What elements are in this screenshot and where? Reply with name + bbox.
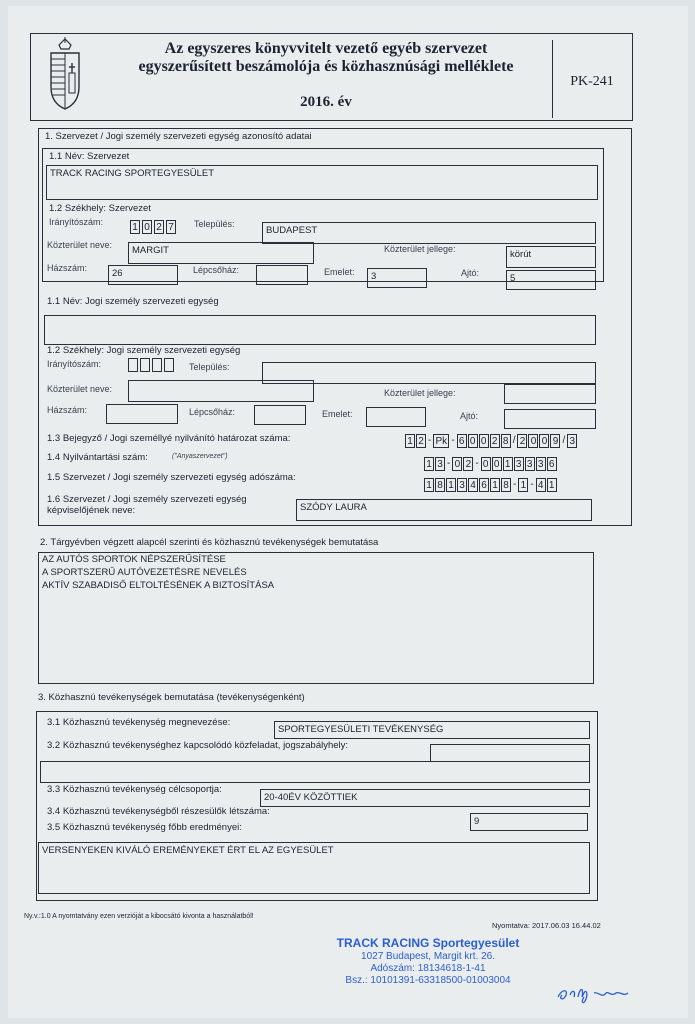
registry-digit: 1 — [503, 457, 513, 471]
registry-digit: 0 — [481, 457, 491, 471]
target-group-field[interactable]: 20-40ÉV KÖZÖTTIEK — [260, 789, 590, 807]
section-1-title: 1. Szervezet / Jogi személy szervezeti egység azonosító adatai — [45, 131, 312, 142]
tax-digit: 6 — [479, 478, 489, 492]
tax-digit: 4 — [536, 478, 546, 492]
section-3-3-label: 3.3 Közhasznú tevékenység célcsoportja: — [47, 784, 222, 795]
registry-digit: 6 — [547, 457, 557, 471]
decision-digit: 0 — [479, 434, 489, 448]
decision-digit: 0 — [468, 434, 478, 448]
stamp-bank: Bsz.: 10101391-63318500-01003004 — [345, 975, 511, 986]
registry-digit: 0 — [452, 457, 462, 471]
unit-name-field[interactable] — [44, 315, 596, 345]
tax-digit: 1 — [446, 478, 456, 492]
stair2-field[interactable] — [254, 405, 306, 425]
decision-digit: 2 — [416, 434, 426, 448]
activity-name-field[interactable]: SPORTEGYESÜLETI TEVÉKENYSÉG — [274, 721, 590, 739]
tax-digit: 8 — [501, 478, 511, 492]
public-task-short-field[interactable] — [430, 744, 590, 762]
section-1-1-label: 1.1 Név: Szervezet — [49, 151, 130, 162]
zip-digit: 0 — [142, 220, 152, 234]
tax-digit: 1 — [547, 478, 557, 492]
decision-digit: 1 — [405, 434, 415, 448]
section-3-4-label: 3.4 Közhasznú tevékenységből részesülők létszáma: — [47, 806, 270, 817]
registry-digit: 3 — [514, 457, 524, 471]
street-label: Közterület neve: — [47, 240, 113, 250]
house-label: Házszám: — [47, 263, 88, 273]
tax-digit: 8 — [435, 478, 445, 492]
activity-line: AKTÍV SZABADISŐ ELTOLTÉSÉNEK A BIZTOSÍTÁSA — [42, 580, 275, 591]
section-1-2-label: 1.2 Székhely: Szervezet — [49, 203, 151, 214]
registry-digit: 0 — [492, 457, 502, 471]
registry-digit: 3 — [525, 457, 535, 471]
decision-digit: 0 — [528, 434, 538, 448]
stamp-tax: Adószám: 18134618-1-41 — [370, 963, 486, 974]
results-field[interactable]: VERSENYEKEN KIVÁLÓ EREMÉNYEKET ÉRT EL AZ EGYESÜLET — [38, 842, 590, 894]
stair-label: Lépcsőház: — [193, 265, 240, 275]
section-1-3-label: 1.3 Bejegyző / Jogi személlyé nyilvánító határozat száma: — [47, 433, 291, 444]
decision-number[interactable]: 1 2 - Pk - 6 0 0 2 8 / 2 0 0 9 / 3 — [405, 434, 577, 448]
door2-field[interactable] — [504, 409, 596, 429]
print-timestamp: Nyomtatva: 2017.06.03 16.44.02 — [492, 921, 601, 930]
city-field[interactable]: BUDAPEST — [262, 222, 596, 244]
header-title-line1: Az egyszeres könyvvitelt vezető egyéb szervezet — [164, 40, 488, 57]
stamp-address: 1027 Budapest, Margit krt. 26. — [361, 951, 495, 962]
street2-label: Közterület neve: — [47, 384, 113, 394]
registry-digit: 3 — [536, 457, 546, 471]
street-type2-label: Közterület jellege: — [384, 388, 456, 398]
zip-digits[interactable] — [130, 220, 176, 234]
floor-field[interactable]: 3 — [367, 268, 427, 288]
representative-field[interactable]: SZÓDY LAURA — [296, 499, 592, 521]
registry-number[interactable]: 1 3 - 0 2 - 0 0 1 3 3 3 6 — [424, 457, 557, 471]
decision-digit: 0 — [539, 434, 549, 448]
section-1-1b-label: 1.1 Név: Jogi személy szervezeti egység — [47, 296, 219, 307]
version-note: Ny.v.:1.0 A nyomtatvány ezen verzióját a kibocsátó kivonta a használatból! — [24, 913, 254, 920]
zip2-digit — [140, 358, 150, 372]
tax-digit: 1 — [518, 478, 528, 492]
header-year: 2016. év — [300, 94, 352, 110]
activity-line: A SPORTSZERŰ AUTÓVEZETÉSRE NEVELÉS — [42, 567, 247, 578]
form-code: PK-241 — [570, 74, 614, 89]
participants-field[interactable]: 9 — [470, 813, 588, 831]
street-type-label: Közterület jellege: — [384, 244, 456, 254]
street-type2-field[interactable] — [504, 384, 596, 404]
tax-number[interactable]: 1 8 1 3 4 6 1 8 - 1 - 4 1 — [424, 478, 557, 492]
section-3-2-label: 3.2 Közhasznú tevékenységhez kapcsolódó közfeladat, jogszabályhely: — [47, 740, 349, 751]
house-field[interactable]: 26 — [108, 265, 178, 285]
house2-field[interactable] — [106, 404, 178, 424]
tax-digit: 1 — [424, 478, 434, 492]
section-3-title: 3. Közhasznú tevékenységek bemutatása (tevékenységenként) — [38, 692, 305, 703]
activity-line: AZ AUTÓS SPORTOK NÉPSZERŰSÍTÉSE — [42, 554, 226, 565]
section-2-title: 2. Tárgyévben végzett alapcél szerinti és közhasznú tevékenységek bemutatása — [40, 537, 379, 548]
signature — [554, 979, 664, 1007]
zip2-digit — [128, 358, 138, 372]
zip-digit: 1 — [130, 220, 140, 234]
floor-label: Emelet: — [324, 267, 355, 277]
header-title-line2: egyszerűsített beszámolója és közhasznúsági melléklete — [138, 58, 514, 75]
door2-label: Ajtó: — [460, 411, 479, 421]
section-3-5-label: 3.5 Közhasznú tevékenység főbb eredményei: — [47, 822, 242, 833]
zip-digit: 7 — [166, 220, 176, 234]
zip2-digits[interactable] — [128, 358, 174, 372]
decision-digit: 3 — [567, 434, 577, 448]
stair-field[interactable] — [256, 265, 308, 285]
stair2-label: Lépcsőház: — [189, 407, 236, 417]
tax-digit: 4 — [468, 478, 478, 492]
decision-digit: 6 — [457, 434, 467, 448]
decision-digit: 2 — [517, 434, 527, 448]
street-field[interactable]: MARGIT — [128, 242, 314, 264]
coat-of-arms-icon — [45, 37, 85, 113]
tax-digit: 1 — [490, 478, 500, 492]
floor2-field[interactable] — [366, 407, 426, 427]
floor2-label: Emelet: — [322, 409, 353, 419]
section-1-6-label-1: 1.6 Szervezet / Jogi személy szervezeti egység — [47, 494, 247, 505]
section-1-6-label-2: képviselőjének neve: — [47, 505, 136, 516]
tax-digit: 3 — [457, 478, 467, 492]
section-1-2b-label: 1.2 Székhely: Jogi személy szervezeti egység — [47, 345, 241, 356]
zip2-digit — [152, 358, 162, 372]
house2-label: Házszám: — [47, 405, 88, 415]
section-1-4-note: ("Anyaszervezet") — [172, 453, 228, 460]
registry-digit: 1 — [424, 457, 434, 471]
registry-digit: 3 — [435, 457, 445, 471]
decision-digit: 9 — [550, 434, 560, 448]
door-label: Ajtó: — [461, 268, 480, 278]
section-3-1-label: 3.1 Közhasznú tevékenység megnevezése: — [47, 717, 231, 728]
street-type-field[interactable]: körút — [506, 246, 596, 268]
door-field[interactable]: 5 — [506, 270, 596, 290]
city2-label: Település: — [189, 362, 230, 372]
public-task-field[interactable] — [40, 761, 590, 783]
section-1-5-label: 1.5 Szervezet / Jogi személy szervezeti egység adószáma: — [47, 472, 296, 483]
city-label: Település: — [194, 219, 235, 229]
section-1-4-label: 1.4 Nyilvántartási szám: — [47, 452, 148, 463]
decision-digit: 8 — [501, 434, 511, 448]
street2-field[interactable] — [128, 380, 314, 402]
zip-label: Irányítószám: — [49, 217, 104, 227]
decision-digit: 2 — [490, 434, 500, 448]
zip2-label: Irányítószám: — [47, 359, 102, 369]
zip-digit: 2 — [154, 220, 164, 234]
zip2-digit — [164, 358, 174, 372]
registry-digit: 2 — [463, 457, 473, 471]
org-name-field[interactable]: TRACK RACING SPORTEGYESÜLET — [46, 165, 598, 200]
decision-digit: Pk — [433, 434, 449, 448]
stamp-name: TRACK RACING Sportegyesület — [336, 936, 520, 950]
